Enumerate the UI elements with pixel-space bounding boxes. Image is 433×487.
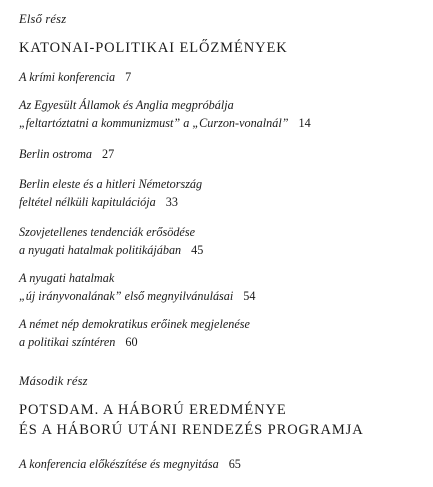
toc-entry-page: 27 — [102, 147, 115, 161]
toc-entry-page: 60 — [125, 335, 138, 349]
toc-entry-line: A nyugati hatalmak — [19, 271, 115, 285]
part2-title-line: ÉS A HÁBORÚ UTÁNI RENDEZÉS PROGRAMJA — [19, 422, 364, 438]
toc-entry-line — [19, 287, 255, 305]
toc-entry — [19, 269, 255, 305]
toc-entry-page: 54 — [243, 289, 256, 303]
toc-entry-line — [19, 455, 241, 473]
toc-entry-page: 7 — [125, 70, 132, 84]
toc-entry-text: Berlin ostroma — [19, 147, 93, 161]
toc-entry-text: a politikai színtéren — [19, 335, 116, 349]
toc-entry — [19, 175, 202, 211]
toc-entry-line: Az Egyesült Államok és Anglia megpróbálja — [19, 98, 234, 112]
toc-entry-page: 14 — [298, 116, 311, 130]
toc-entry-page: 45 — [191, 243, 204, 257]
toc-entry-line: A német nép demokratikus erőinek megjelenése — [19, 317, 250, 331]
toc-entry-line — [19, 114, 311, 132]
part2-label: Második rész — [19, 374, 88, 388]
toc-entry-text: A konferencia előkészítése és megnyitása — [19, 457, 219, 471]
toc-entry-line — [19, 333, 250, 351]
toc-entry-line — [19, 241, 203, 259]
toc-entry-text: A krími konferencia — [19, 70, 116, 84]
toc-entry — [19, 68, 131, 86]
toc-entry-text: a nyugati hatalmak politikájában — [19, 243, 182, 257]
toc-entry-text: „feltartóztatni a kommunizmust” a „Curzon-vonalnál” — [19, 116, 289, 130]
toc-entry — [19, 96, 311, 132]
toc-entry-line: Szovjetellenes tendenciák erősödése — [19, 225, 195, 239]
toc-entry — [19, 315, 250, 351]
toc-entry-line — [19, 68, 131, 86]
toc-entry-text: feltétel nélküli kapitulációja — [19, 195, 156, 209]
toc-entry-line: Berlin eleste és a hitleri Németország — [19, 177, 203, 191]
part2-title-line: POTSDAM. A HÁBORÚ EREDMÉNYE — [19, 402, 287, 418]
toc-entry-line — [19, 193, 202, 211]
part1-label: Első rész — [19, 12, 67, 26]
toc-entry — [19, 145, 114, 163]
toc-entry — [19, 223, 203, 259]
toc-entry-line — [19, 145, 114, 163]
toc-entry — [19, 455, 241, 473]
toc-entry-page: 33 — [165, 195, 178, 209]
toc-entry-page: 65 — [228, 457, 241, 471]
part1-title: KATONAI-POLITIKAI ELŐZMÉNYEK — [19, 40, 288, 56]
part2-title — [19, 400, 364, 440]
toc-entry-text: „új irányvonalának” első megnyilvánulásai — [19, 289, 234, 303]
